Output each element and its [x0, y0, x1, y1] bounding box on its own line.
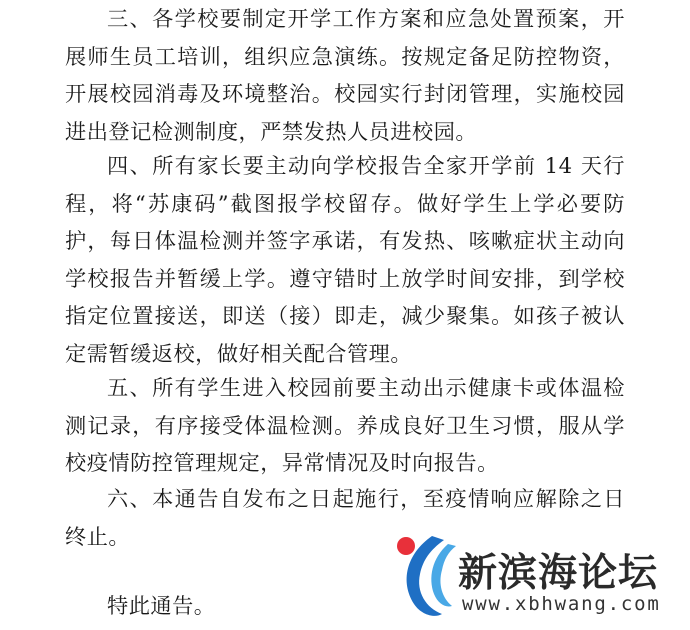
site-watermark [392, 530, 682, 622]
closing-line: 特此通告。 [107, 593, 216, 618]
paragraph-four: 四、所有家长要主动向学校报告全家开学前 14 天行程，将“苏康码”截图报学校留存。做好学生上学必要防护，每日体温检测并签字承诺，有发热、咳嗽症状主动向学校报告并暂缓上学。遵守错时上放学时间安排，到学校指定位置接送，即送（接）即走，减少聚集。如孩子被认定需暂缓返校，做好相关配合管理。 [65, 153, 625, 366]
watermark-url: www.xbhwang.com [462, 593, 661, 615]
watermark-title: 新滨海论坛 [458, 551, 659, 596]
paragraph-five: 五、所有学生进入校园前要主动出示健康卡或体温检测记录，有序接受体温检测。养成良好卫生习惯，服从学校疫情防控管理规定，异常情况及时向报告。 [65, 375, 625, 475]
paragraph-three: 三、各学校要制定开学工作方案和应急处置预案，开展师生员工培训，组织应急演练。按规定备足防控物资，开展校园消毒及环境整治。校园实行封闭管理，实施校园进出登记检测制度，严禁发热人员进校园。 [65, 6, 625, 144]
site-logo-icon [392, 530, 462, 622]
paragraph-six: 六、本通告自发布之日起施行，至疫情响应解除之日终止。 [65, 486, 625, 549]
